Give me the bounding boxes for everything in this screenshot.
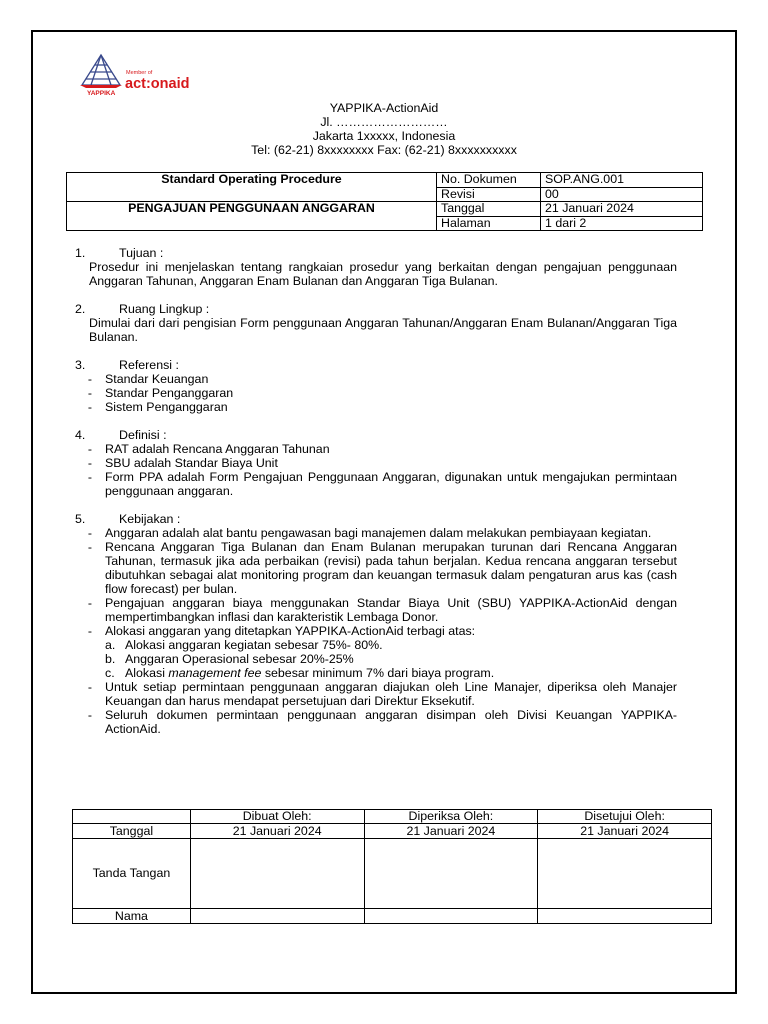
- sop-value: 1 dari 2: [541, 216, 703, 231]
- date-cell: 21 Januari 2024: [190, 824, 364, 839]
- org-name: YAPPIKA-ActionAid: [329, 101, 439, 115]
- section-title: Tujuan :: [119, 246, 164, 260]
- name-cell: [364, 909, 538, 924]
- name-cell: [538, 909, 712, 924]
- sub-list-item: b. Anggaran Operasional sebesar 20%-25%: [105, 652, 354, 666]
- document-body: [75, 246, 677, 750]
- section-number: 5.: [75, 512, 86, 526]
- list-item: - Untuk setiap permintaan penggunaan anggaran diajukan oleh Line Manajer, diperiksa oleh Manajer Keuangan dan harus mendapat persetujuan dari Direktur Eksekutif.: [87, 680, 677, 708]
- section-ruang-lingkup: [75, 302, 677, 344]
- signature-cell: [364, 839, 538, 909]
- section-title: Kebijakan :: [119, 512, 181, 526]
- section-text: Prosedur ini menjelaskan tentang rangkaian prosedur yang berkaitan dengan pengajuan penggunaan Anggaran Tahunan, Anggaran Enam Bulanan dan Anggaran Tiga Bulanan.: [89, 260, 677, 288]
- section-number: 2.: [75, 302, 86, 316]
- column-header: Disetujui Oleh:: [538, 810, 712, 824]
- section-title: Referensi :: [119, 358, 179, 372]
- section-kebijakan: [75, 512, 677, 736]
- section-number: 1.: [75, 246, 86, 260]
- svg-text:Member of: Member of: [126, 70, 153, 76]
- section-referensi: [75, 358, 677, 414]
- column-header: Diperiksa Oleh:: [364, 810, 538, 824]
- sop-title: Standard Operating Procedure: [67, 173, 437, 202]
- list-item: - Anggaran adalah alat bantu pengawasan bagi manajemen dalam melakukan pembiayaan kegiatan.: [87, 526, 652, 540]
- list-item: - RAT adalah Rencana Anggaran Tahunan: [87, 442, 330, 456]
- list-item: - SBU adalah Standar Biaya Unit: [87, 456, 278, 470]
- list-item: - Rencana Anggaran Tiga Bulanan dan Enam Bulanan merupakan turunan dari Rencana Anggaran Tahunan, termasuk jika ada perbaikan (revisi) pada tahun berjalan. Kedua rencana anggaran tersebut dibutuhkan sebagai alat monitoring program dan keuangan termasuk dalam pengaturan arus kas (cash flow forecast) per bulan.: [87, 540, 677, 596]
- column-header: Dibuat Oleh:: [190, 810, 364, 824]
- sop-subtitle: PENGAJUAN PENGGUNAAN ANGGARAN: [67, 202, 437, 231]
- sub-list-item: a. Alokasi anggaran kegiatan sebesar 75%- 80%.: [105, 638, 383, 652]
- section-definisi: [75, 428, 677, 498]
- date-cell: 21 Januari 2024: [538, 824, 712, 839]
- section-title: Ruang Lingkup :: [119, 302, 210, 316]
- list-item: - Form PPA adalah Form Pengajuan Penggunaan Anggaran, digunakan untuk mengajukan permintaan penggunaan anggaran.: [87, 470, 677, 498]
- svg-text:YAPPIKA: YAPPIKA: [87, 90, 116, 97]
- sop-key: Halaman: [437, 216, 541, 231]
- list-item: - Standar Keuangan: [87, 372, 209, 386]
- sop-key: Tanggal: [437, 202, 541, 217]
- row-label: Tanda Tangan: [73, 839, 191, 909]
- list-item: - Alokasi anggaran yang ditetapkan YAPPIKA-ActionAid terbagi atas:: [87, 624, 476, 638]
- name-cell: [190, 909, 364, 924]
- list-item: - Seluruh dokumen permintaan penggunaan anggaran disimpan oleh Divisi Keuangan YAPPIKA-ActionAid.: [87, 708, 677, 736]
- row-label: Nama: [73, 909, 191, 924]
- section-number: 3.: [75, 358, 86, 372]
- list-item: - Sistem Penganggaran: [87, 400, 228, 414]
- section-number: 4.: [75, 428, 86, 442]
- street-address: Jl. ………………………: [320, 115, 448, 129]
- sop-key: No. Dokumen: [437, 173, 541, 188]
- sub-list-item: c. Alokasi management fee sebesar minimum 7% dari biaya program.: [105, 666, 495, 680]
- sop-info-table: [66, 172, 703, 231]
- section-text: Dimulai dari dari pengisian Form penggunaan Anggaran Tahunan/Anggaran Enam Bulanan/Anggaran Tiga Bulanan.: [89, 316, 677, 344]
- svg-text:act:onaid: act:onaid: [125, 76, 190, 92]
- sop-key: Revisi: [437, 187, 541, 202]
- sop-value: 21 Januari 2024: [541, 202, 703, 217]
- sop-value: 00: [541, 187, 703, 202]
- list-item: - Standar Penganggaran: [87, 386, 234, 400]
- document-header: [0, 101, 768, 157]
- sop-value: SOP.ANG.001: [541, 173, 703, 188]
- contact-line: Tel: (62-21) 8xxxxxxxx Fax: (62-21) 8xxxxxxxxxx: [251, 143, 517, 157]
- signature-cell: [190, 839, 364, 909]
- list-item: - Pengajuan anggaran biaya menggunakan Standar Biaya Unit (SBU) YAPPIKA-ActionAid dengan mempertimbangkan inflasi dan karakteristik Lembaga Donor.: [87, 596, 677, 624]
- city-address: Jakarta 1xxxxx, Indonesia: [312, 129, 456, 143]
- empty-header-cell: [73, 810, 191, 824]
- section-tujuan: [75, 246, 677, 288]
- signature-table: [72, 809, 712, 924]
- signature-cell: [538, 839, 712, 909]
- section-title: Definisi :: [119, 428, 167, 442]
- pyramid-logo-icon: [74, 47, 222, 102]
- actionaid-logo: [74, 47, 222, 102]
- row-label: Tanggal: [73, 824, 191, 839]
- date-cell: 21 Januari 2024: [364, 824, 538, 839]
